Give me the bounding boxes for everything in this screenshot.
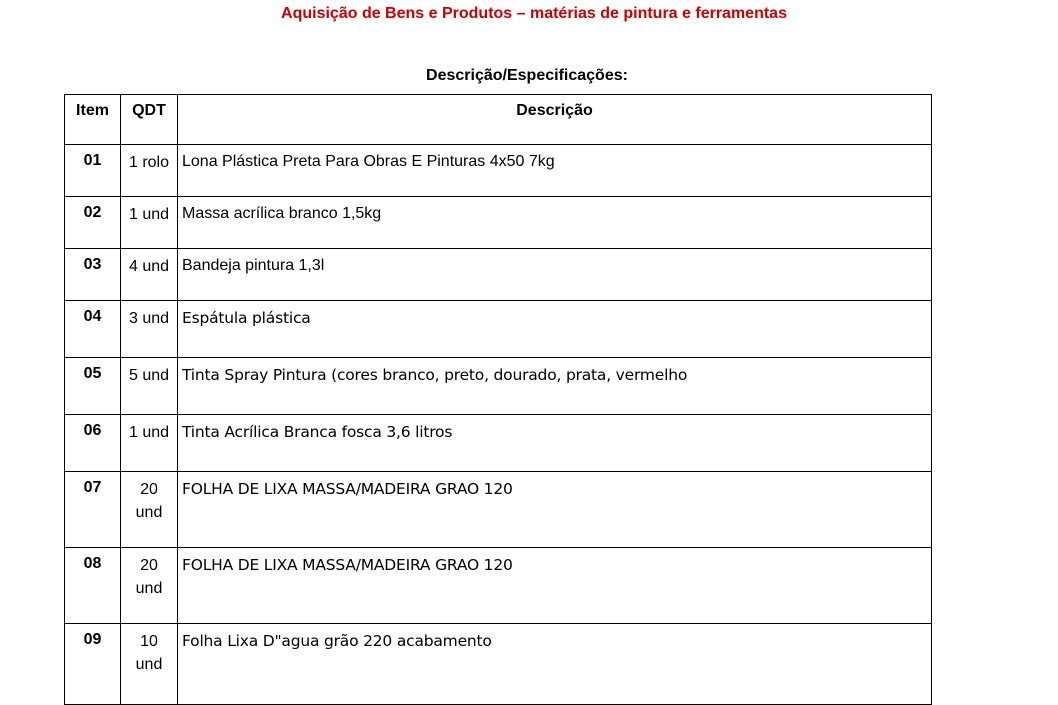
- description: Tinta Acrílica Branca fosca 3,6 litros: [182, 423, 453, 441]
- quantity: 1 und: [128, 206, 170, 223]
- quantity: 5 und: [128, 367, 170, 384]
- quantity: 4 und: [128, 258, 170, 275]
- item-number: 09: [83, 631, 102, 648]
- description-cell: [178, 197, 932, 249]
- item-number-cell: [65, 415, 121, 472]
- quantity: 3 und: [128, 310, 170, 327]
- quantity-unit: und: [135, 504, 163, 521]
- description: Tinta Spray Pintura (cores branco, preto, dourado, prata, vermelho: [182, 366, 688, 384]
- quantity-cell: [121, 197, 178, 249]
- quantity-unit: und: [135, 656, 163, 673]
- quantity: [121, 472, 177, 524]
- item-number-cell: [65, 301, 121, 358]
- section-heading: Descrição/Especificações:: [426, 67, 628, 84]
- item-number-cell: [65, 145, 121, 197]
- column-header-item: Item: [65, 95, 121, 145]
- item-number-cell: [65, 249, 121, 301]
- quantity-value: 20: [140, 557, 158, 574]
- quantity-cell: [121, 301, 178, 358]
- table-row: [65, 624, 932, 705]
- description-cell: [178, 415, 932, 472]
- quantity: [121, 548, 177, 600]
- item-number-cell: [65, 358, 121, 415]
- quantity: 1 und: [128, 424, 170, 441]
- quantity: 1 rolo: [128, 154, 170, 171]
- item-number-cell: [65, 548, 121, 624]
- specifications-table: [64, 94, 932, 705]
- item-number: 04: [83, 308, 102, 325]
- description: Folha Lixa D"agua grão 220 acabamento: [182, 632, 492, 650]
- quantity-cell: [121, 249, 178, 301]
- quantity: [121, 624, 177, 676]
- description-cell: [178, 548, 932, 624]
- quantity-cell: [121, 145, 178, 197]
- quantity-cell: [121, 415, 178, 472]
- table-row: [65, 548, 932, 624]
- quantity-cell: [121, 548, 178, 624]
- description-cell: [178, 472, 932, 548]
- item-number: 03: [83, 256, 102, 273]
- column-header-qdt: QDT: [121, 95, 178, 145]
- item-number: 01: [83, 152, 102, 169]
- item-number: 02: [83, 204, 102, 221]
- description: Bandeja pintura 1,3l: [182, 257, 325, 274]
- description: Lona Plástica Preta Para Obras E Pinturas 4x50 7kg: [182, 153, 555, 170]
- item-number: 07: [83, 479, 102, 496]
- item-number: 05: [83, 365, 102, 382]
- table-row: [65, 145, 932, 197]
- description: FOLHA DE LIXA MASSA/MADEIRA GRAO 120: [182, 556, 513, 574]
- description-cell: [178, 145, 932, 197]
- description-cell: [178, 249, 932, 301]
- quantity-cell: [121, 624, 178, 705]
- column-header-descricao: Descrição: [178, 95, 932, 145]
- document-title: Aquisição de Bens e Produtos – matérias de pintura e ferramentas: [281, 5, 787, 22]
- quantity-cell: [121, 472, 178, 548]
- description-cell: [178, 624, 932, 705]
- description-cell: [178, 358, 932, 415]
- quantity-unit: und: [135, 580, 163, 597]
- table-header-row: [65, 95, 932, 145]
- table-row: [65, 415, 932, 472]
- description: FOLHA DE LIXA MASSA/MADEIRA GRAO 120: [182, 480, 513, 498]
- item-number: 06: [83, 422, 102, 439]
- table-row: [65, 472, 932, 548]
- description: Espátula plástica: [182, 309, 311, 327]
- item-number-cell: [65, 624, 121, 705]
- item-number: 08: [83, 555, 102, 572]
- description: Massa acrílica branco 1,5kg: [182, 205, 382, 222]
- description-cell: [178, 301, 932, 358]
- table-row: [65, 358, 932, 415]
- quantity-value: 10: [140, 633, 158, 650]
- table-row: [65, 301, 932, 358]
- quantity-cell: [121, 358, 178, 415]
- table-row: [65, 249, 932, 301]
- item-number-cell: [65, 472, 121, 548]
- quantity-value: 20: [140, 481, 158, 498]
- item-number-cell: [65, 197, 121, 249]
- table-row: [65, 197, 932, 249]
